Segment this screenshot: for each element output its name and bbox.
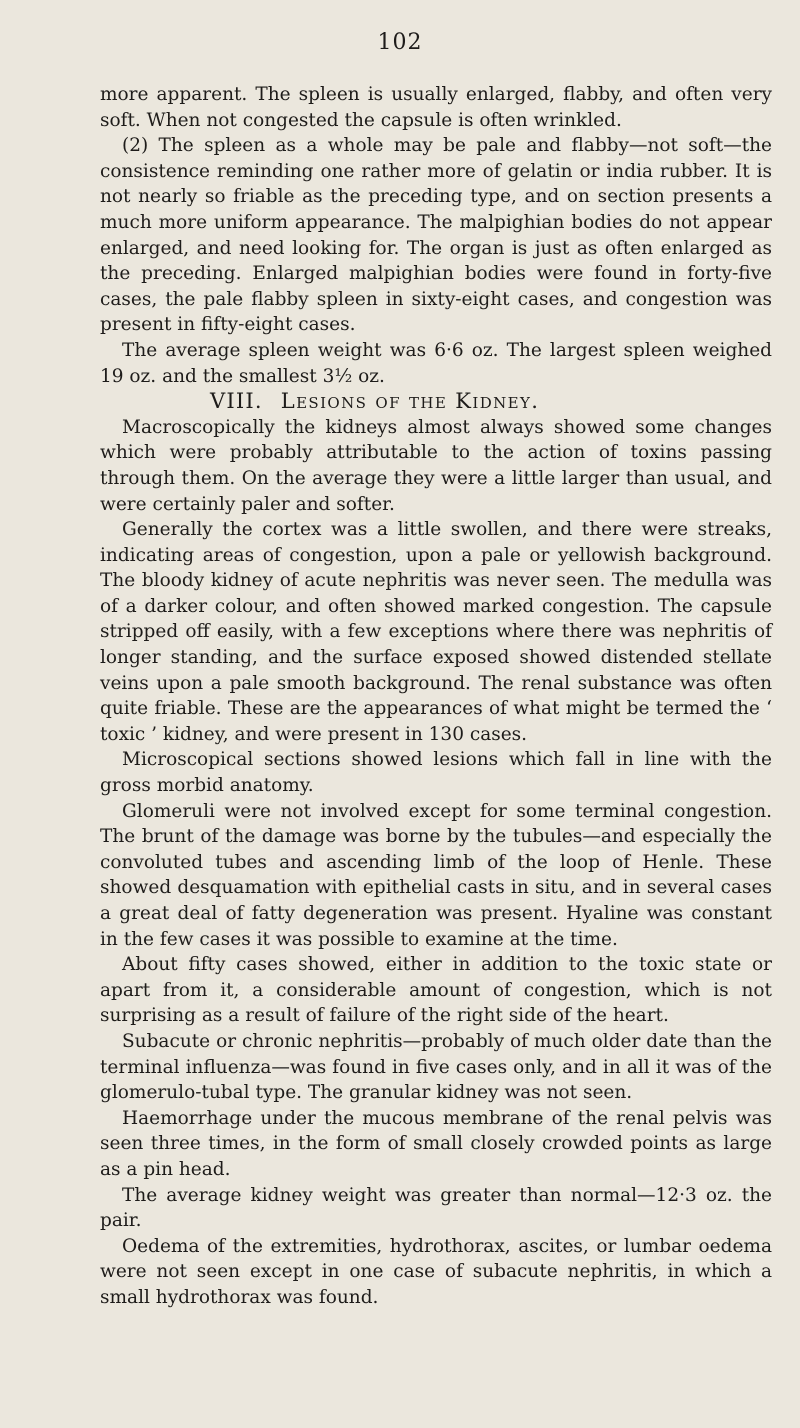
section-heading <box>100 389 772 415</box>
page-number: 102 <box>377 30 423 55</box>
paragraph: Glomeruli were not involved except for some terminal congestion. The brunt of the damage was borne by the tubules—and especially the convoluted tubes and ascending limb of the loop of Henle. These showed desquamation with epithelial casts in situ, and in several cases a great deal of fatty degeneration was present. Hyaline was constant in the few cases it was possible to examine at the time. <box>100 800 772 950</box>
paragraph: The average kidney weight was greater than normal—12·3 oz. the pair. <box>100 1184 772 1232</box>
paragraph: Macroscopically the kidneys almost always showed some changes which were probably attributable to the action of toxins passing through them. On the average they were a little larger than usual, and were certainly paler and softer. <box>100 416 772 515</box>
paragraph: About fifty cases showed, either in addition to the toxic state or apart from it, a considerable amount of congestion, which is not surprising as a result of failure of the right side of the heart. <box>100 954 772 1027</box>
paragraph: (2) The spleen as a whole may be pale and flabby—not soft—the consistence reminding one rather more of gelatin or india rubber. It is not nearly so friable as the preceding type, and on section presents a much more uniform appearance. The malpighian bodies do not appear enlarged, and need looking for. The organ is just as often enlarged as the preceding. Enlarged malpighian bodies were found in forty-five cases, the pale flabby spleen in sixty-eight cases, and congestion was present in fifty-eight cases. <box>100 135 772 336</box>
paragraph: Oedema of the extremities, hydrothorax, ascites, or lumbar oedema were not seen except in one case of subacute nephritis, in which a small hydrothorax was found. <box>100 1235 772 1308</box>
section-title: Lesions of the Kidney. <box>280 389 540 414</box>
paragraph: The average spleen weight was 6·6 oz. The largest spleen weighed 19 oz. and the smallest 3½ oz. <box>100 339 772 387</box>
paragraph: Generally the cortex was a little swollen, and there were streaks, indicating areas of congestion, upon a pale or yellowish background. The bloody kidney of acute nephritis was never seen. The medulla was of a darker colour, and often showed marked congestion. The capsule stripped off easily, with a few exceptions where there was nephritis of longer standing, and the surface exposed showed distended stellate veins upon a pale smooth background. The renal substance was often quite friable. These are the appearances of what might be termed the ‘ toxic ’ kidney, and were present in 130 cases. <box>100 519 772 745</box>
section-number: VIII. <box>210 389 263 414</box>
body-text <box>100 82 772 1311</box>
paragraph: Subacute or chronic nephritis—probably of much older date than the terminal influenza—was found in five cases only, and in all it was of the glomerulo-tubal type. The granular kidney was not seen. <box>100 1030 772 1104</box>
paragraph: Microscopical sections showed lesions which fall in line with the gross morbid anatomy. <box>100 749 772 797</box>
paragraph: more apparent. The spleen is usually enlarged, flabby, and often very soft. When not congested the capsule is often wrinkled. <box>100 84 772 131</box>
paragraph: Haemorrhage under the mucous membrane of the renal pelvis was seen three times, in the form of small closely crowded points as large as a pin head. <box>100 1107 772 1180</box>
